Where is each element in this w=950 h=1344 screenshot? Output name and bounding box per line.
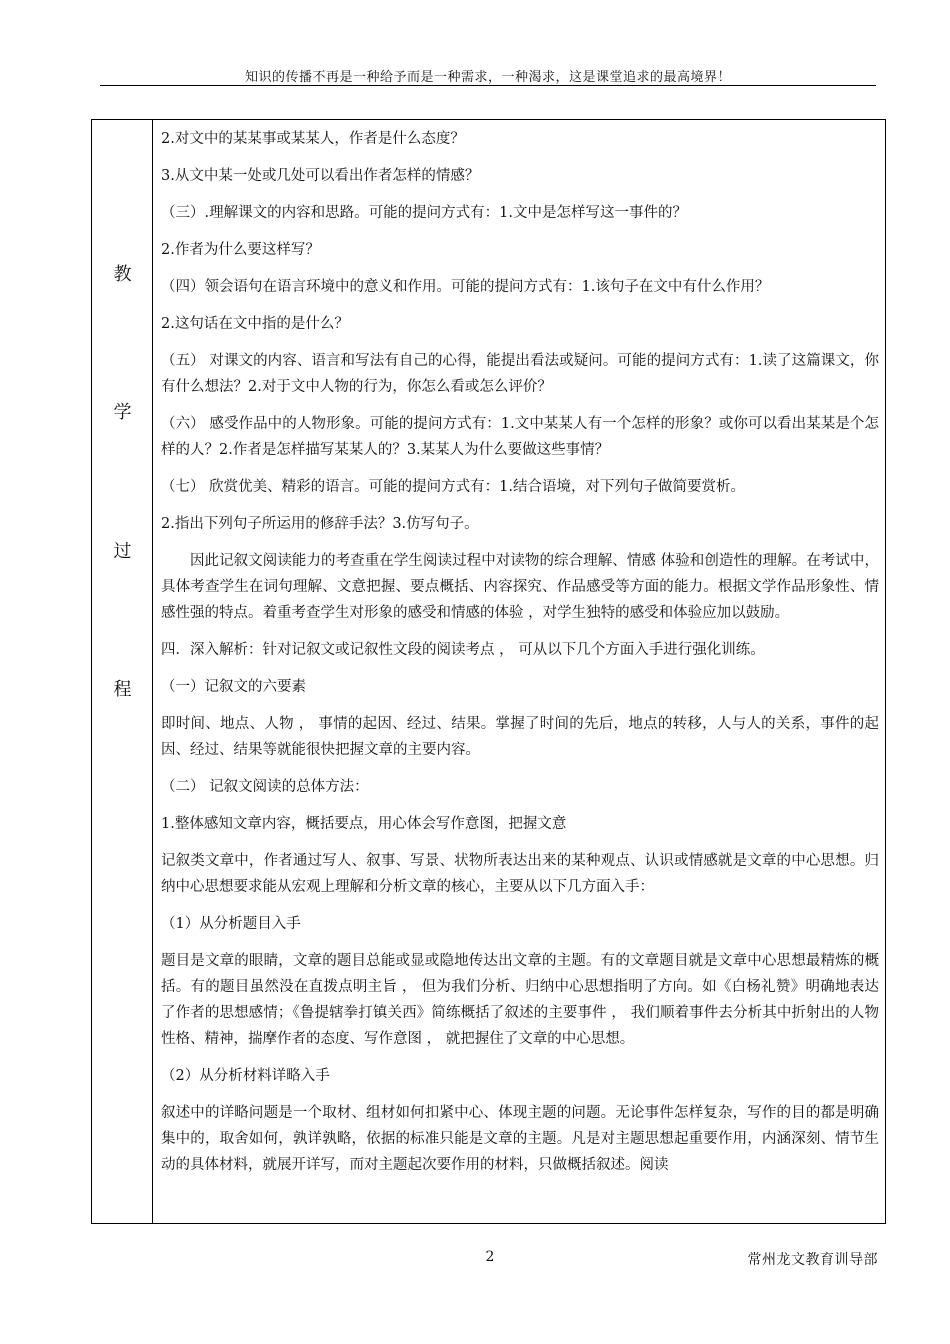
- paragraph: （2）从分析材料详略入手: [161, 1068, 330, 1084]
- paragraph: 记叙类文章中，作者通过写人、叙事、写景、状物所表达出来的某种观点、认识或情感就是文章的中心思想。归纳中心思想要求能从宏观上理解和分析文章的核心，主要从以下几方面入手：: [161, 853, 879, 895]
- footer-organization: 常州龙文教育训导部: [747, 1252, 878, 1268]
- page-header-slogan: 知识的传播不再是一种给予而是一种需求，一种渴求，这是课堂追求的最高境界！: [244, 70, 731, 85]
- paragraph: 2.对文中的某某事或某某人，作者是什么态度？: [161, 131, 465, 147]
- paragraph: （一）记叙文的六要素: [161, 679, 306, 695]
- paragraph: （五） 对课文的内容、语言和写法有自己的心得，能提出看法或疑问。可能的提问方式有：1.读了这篇课文，你有什么想法？2.对于文中人物的行为，你怎么看或怎么评价？: [161, 353, 879, 395]
- side-label-char: 过: [113, 541, 132, 562]
- side-label-char: 教: [113, 264, 132, 285]
- paragraph: 2.作者为什么要这样写？: [161, 242, 320, 258]
- side-label-char: 程: [113, 679, 132, 700]
- paragraph: （六） 感受作品中的人物形象。可能的提问方式有：1.文中某某人有一个怎样的形象？或你可以看出某某是个怎样的人？2.作者是怎样描写某某人的？3.某某人为什么要做这些事情？: [161, 416, 879, 458]
- paragraph: 即时间、地点、人物 ， 事情的起因、经过、结果。掌握了时间的先后，地点的转移，人与人的关系，事件的起因、经过、结果等就能很快把握文章的主要内容。: [161, 716, 879, 758]
- lesson-table: [91, 119, 886, 1224]
- paragraph: （四）领会语句在语言环境中的意义和作用。可能的提问方式有：1.该句子在文中有什么作用？: [161, 279, 770, 295]
- paragraph: 1.整体感知文章内容，概括要点，用心体会写作意图，把握文意: [161, 816, 567, 832]
- paragraph: 题目是文章的眼睛，文章的题目总能或显或隐地传达出文章的主题。有的文章题目就是文章中心思想最精炼的概括。有的题目虽然没在直拨点明主旨 ， 但为我们分析、归纳中心思想指明了方向。如《白杨礼赞》明确地表达了作者的思想感情；《鲁提辖拳打镇关西》简练概括了叙述的主要事件 ， 我们顺着事件去分析其中折射出的人物性格、精神，揣摩作者的态度、写作意图 ， 就把握住了文章的中心思想。: [161, 953, 879, 1047]
- lesson-body: [161, 126, 879, 1189]
- side-label-column: [92, 120, 153, 1223]
- page-number: 2: [485, 1249, 495, 1265]
- paragraph: 四．深入解析：针对记叙文或记叙性文段的阅读考点 ， 可从以下几个方面入手进行强化训练。: [161, 642, 765, 658]
- paragraph: （1）从分析题目入手: [161, 916, 301, 932]
- paragraph: 3.从文中某一处或几处可以看出作者怎样的情感？: [161, 168, 480, 184]
- side-label-char: 学: [113, 402, 132, 423]
- paragraph: （二） 记叙文阅读的总体方法：: [161, 779, 369, 795]
- paragraph: 因此记叙文阅读能力的考查重在学生阅读过程中对读物的综合理解、情感 体验和创造性的理解。在考试中，具体考查学生在词句理解、文意把握、要点概括、内容探究、作品感受等方面的能力。根据文学作品形象性、情感性强的特点。着重考查学生对形象的感受和情感的体验 ，对学生独特的感受和体验应加以鼓励。: [161, 553, 879, 621]
- paragraph: 2.指出下列句子所运用的修辞手法？3.仿写句子。: [161, 516, 479, 532]
- paragraph: 2.这句话在文中指的是什么？: [161, 316, 349, 332]
- paragraph: （七） 欣赏优美、精彩的语言。可能的提问方式有：1.结合语境，对下列句子做简要赏析。: [161, 479, 745, 495]
- paragraph: 叙述中的详略问题是一个取材、组材如何扣紧中心、体现主题的问题。无论事件怎样复杂，写作的目的都是明确集中的，取舍如何，孰详孰略，依据的标准只能是文章的主题。凡是对主题思想起重要作用，内涵深刻、情节生动的具体材料，就展开详写，而对主题起次要作用的材料，只做概括叙述。阅读: [161, 1105, 879, 1173]
- header-divider: [100, 85, 876, 86]
- paragraph: （三）.理解课文的内容和思路。可能的提问方式有：1.文中是怎样写这一事件的？: [161, 205, 687, 221]
